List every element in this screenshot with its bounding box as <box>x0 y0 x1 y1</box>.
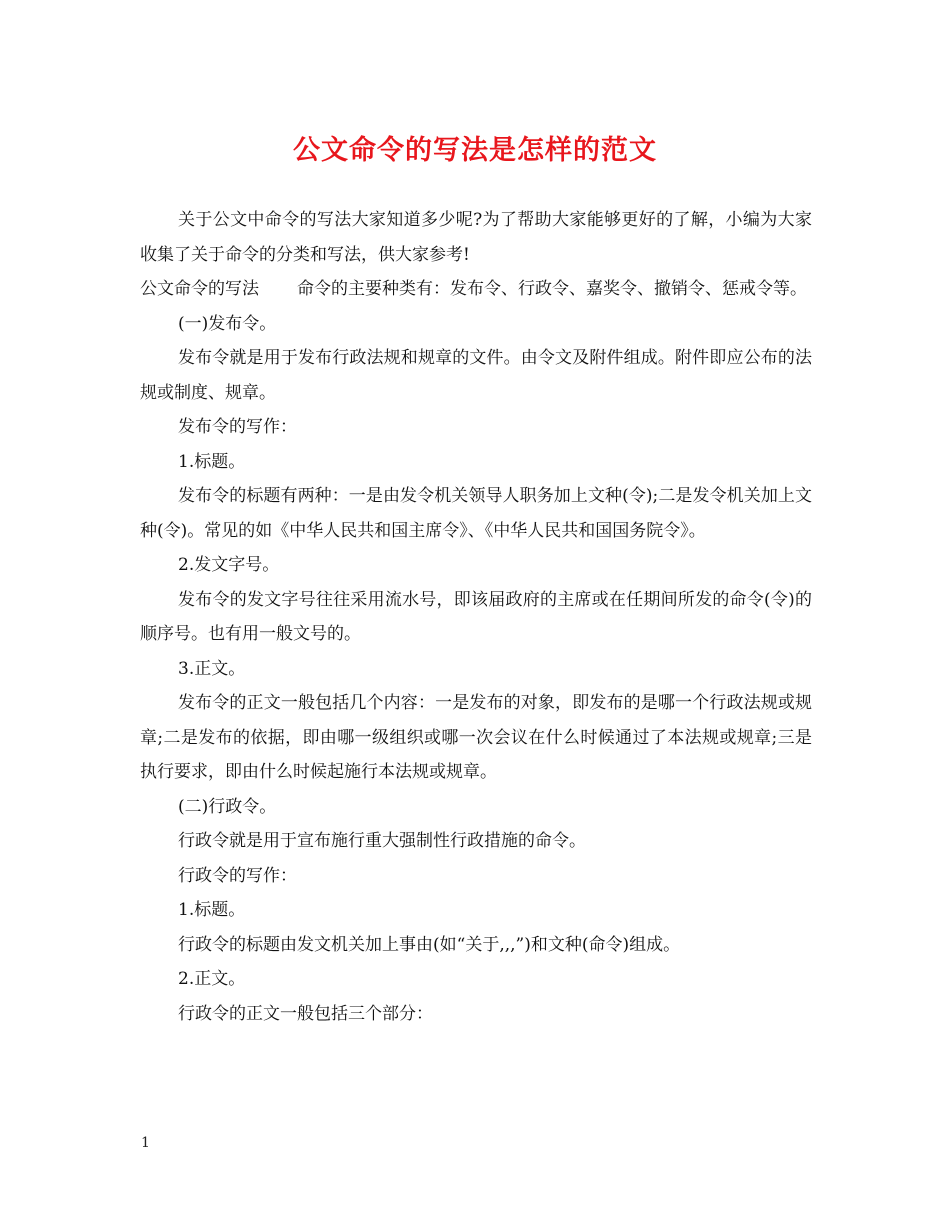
document-body <box>140 203 812 1031</box>
paragraph-section-2: (二)行政令。 <box>178 796 277 817</box>
page-number: 1 <box>141 1135 150 1151</box>
paragraph-number-desc: 发布令的发文字号往往采用流水号，即该届政府的主席或在任期间所发的命令(令)的顺序号。也有用一般文号的。 <box>140 589 812 644</box>
paragraph-intro: 关于公文中命令的写法大家知道多少呢?为了帮助大家能够更好的了解，小编为大家收集了关于命令的分类和写法，供大家参考! <box>140 210 812 265</box>
paragraph-xz-title-desc: 行政令的标题由发文机关加上事由(如“关于,,,”)和文种(命令)组成。 <box>178 934 681 955</box>
paragraph-xz-item-title: 1.标题。 <box>178 900 246 920</box>
paragraph-item-number: 2.发文字号。 <box>178 555 280 575</box>
paragraph-xingzheng-writing: 行政令的写作： <box>178 865 297 886</box>
paragraph-title-desc: 发布令的标题有两种：一是由发令机关领导人职务加上文种(令);二是发令机关加上文种(令)。常见的如《中华人民共和国主席令》、《中华人民共和国国务院令》。 <box>140 486 812 541</box>
paragraph-fabuling-def: 发布令就是用于发布行政法规和规章的文件。由令文及附件组成。附件即应公布的法规或制度、规章。 <box>140 348 812 403</box>
paragraph-xz-item-body: 2.正文。 <box>178 969 246 989</box>
paragraph-body-desc: 发布令的正文一般包括几个内容：一是发布的对象，即发布的是哪一个行政法规或规章;二是发布的依据，即由哪一级组织或哪一次会议在什么时候通过了本法规或规章;三是执行要求，即由什么时候起施行本法规或规章。 <box>140 693 812 782</box>
paragraph-xingzheng-def: 行政令就是用于宣布施行重大强制性行政措施的命令。 <box>178 831 586 851</box>
document-title: 公文命令的写法是怎样的范文 <box>293 135 657 166</box>
types-list: 命令的主要种类有：发布令、行政令、嘉奖令、撤销令、惩戒令等。 <box>297 279 807 299</box>
paragraph-heading-types <box>140 272 812 307</box>
paragraph-item-title: 1.标题。 <box>178 451 246 472</box>
paragraph-section-1: (一)发布令。 <box>178 313 277 334</box>
section-heading: 公文命令的写法 <box>140 279 259 299</box>
paragraph-xz-body-desc: 行政令的正文一般包括三个部分： <box>178 1003 433 1024</box>
paragraph-item-body: 3.正文。 <box>178 658 246 679</box>
paragraph-fabuling-writing: 发布令的写作： <box>178 417 297 437</box>
